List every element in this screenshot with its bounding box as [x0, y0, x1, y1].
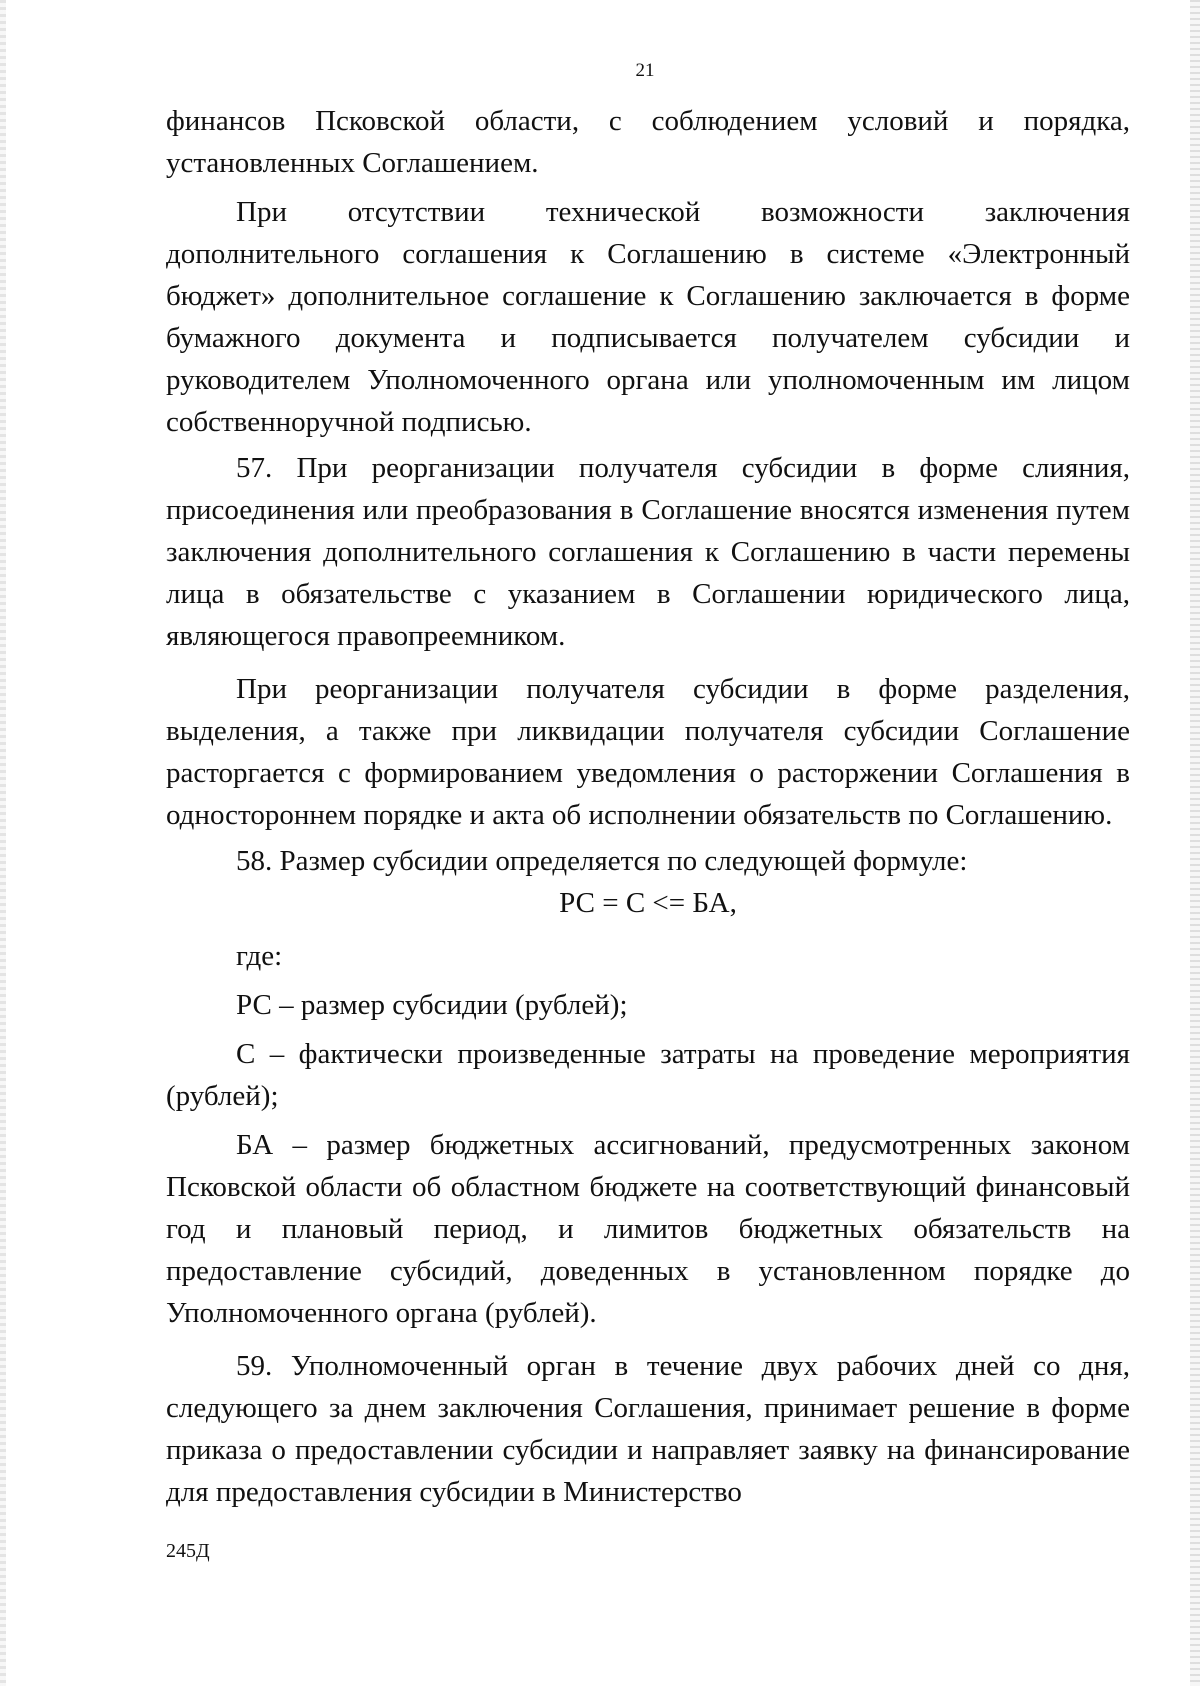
paragraph-59: 59. Уполномоченный орган в течение двух рабочих дней со дня, следующего за днем заключения Соглашения, принимает решение в форме приказа о предоставлении субсидии и направляет заявку на финансирование для предоставления субсидии в Министерство [166, 1350, 1130, 1508]
scan-edge-right [1190, 0, 1200, 1686]
document-code: 245Д [166, 1540, 210, 1562]
definition-ba: БА – размер бюджетных ассигнований, предусмотренных законом Псковской области об областном бюджете на соответствующий финансовый год и плановый период, и лимитов бюджетных обязательств на предоставление субсидий, доведенных в установленном порядке до Уполномоченного органа (рублей). [166, 1129, 1130, 1329]
paragraph-57: 57. При реорганизации получателя субсидии в форме слияния, присоединения или преобразования в Соглашение вносятся изменения путем заключения дополнительного соглашения к Соглашению в части перемены лица в обязательстве с указанием в Соглашении юридического лица, являющегося правопреемником. [166, 452, 1130, 652]
document-body [166, 100, 1130, 1513]
definition-c: С – фактически произведенные затраты на проведение мероприятия (рублей); [166, 1038, 1130, 1112]
scan-edge-left [0, 0, 6, 1686]
page-number: 21 [635, 60, 655, 81]
definition-rs: РС – размер субсидии (рублей); [236, 989, 628, 1021]
paragraph-reorganization: При реорганизации получателя субсидии в форме разделения, выделения, а также при ликвидации получателя субсидии Соглашение расторгается с формированием уведомления о расторжении Соглашения в одностороннем порядке и акта об исполнении обязательств по Соглашению. [166, 673, 1130, 831]
paragraph-electronic-budget: При отсутствии технической возможности заключения дополнительного соглашения к Соглашению в системе «Электронный бюджет» дополнительное соглашение к Соглашению заключается в форме бумажного документа и подписывается получателем субсидии и руководителем Уполномоченного органа или уполномоченным им лицом собственноручной подписью. [166, 196, 1130, 438]
subsidy-formula: РС = С <= БА, [559, 887, 737, 919]
paragraph-58: 58. Размер субсидии определяется по следующей формуле: [236, 845, 968, 877]
paragraph-where: где: [236, 940, 283, 972]
paragraph-continuation: финансов Псковской области, с соблюдением условий и порядка, установленных Соглашением. [166, 105, 1130, 179]
